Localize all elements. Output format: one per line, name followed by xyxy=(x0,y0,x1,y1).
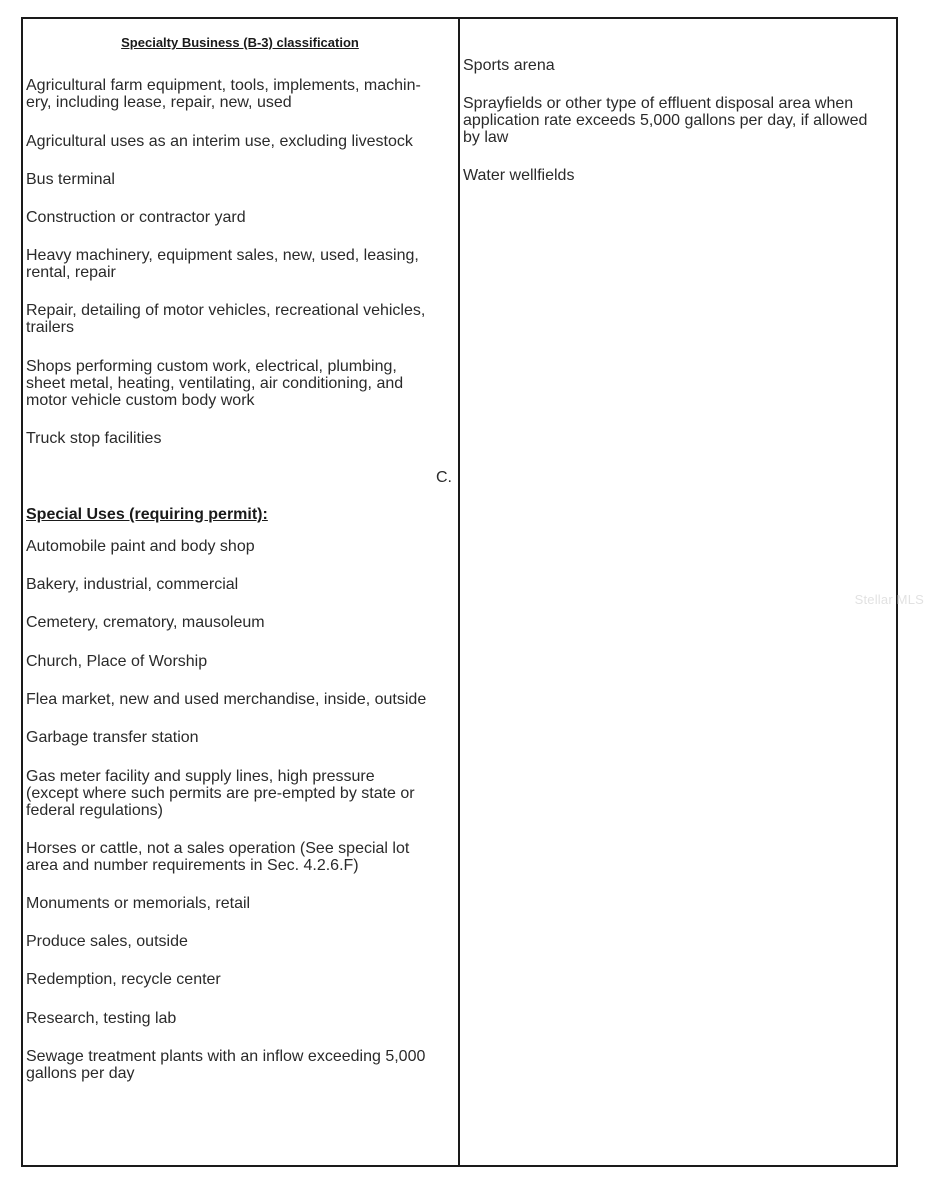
b3-use-item: Bus terminal xyxy=(26,171,115,188)
special-use-item: Sewage treatment plants with an inflow exceeding 5,000 gallons per day xyxy=(26,1048,426,1082)
special-use-item: Bakery, industrial, commercial xyxy=(26,576,239,593)
b3-use-item: Agricultural farm equipment, tools, implements, machin- ery, including lease, repair, new, used xyxy=(26,77,421,111)
right-use-item: Sprayfields or other type of effluent disposal area when application rate exceeds 5,000 gallons per day, if allowed by law xyxy=(463,95,868,146)
column-divider xyxy=(458,19,460,1165)
special-use-item: Produce sales, outside xyxy=(26,933,188,950)
special-use-item: Research, testing lab xyxy=(26,1010,177,1027)
b3-use-item: Agricultural uses as an interim use, excluding livestock xyxy=(26,133,413,150)
special-use-item: Horses or cattle, not a sales operation (See special lot area and number requirements in Sec. 4.2.6.F) xyxy=(26,840,410,874)
right-use-item: Sports arena xyxy=(463,57,555,74)
special-use-item: Cemetery, crematory, mausoleum xyxy=(26,614,265,631)
b3-use-item: Truck stop facilities xyxy=(26,430,162,447)
special-use-item: Gas meter facility and supply lines, high pressure (except where such permits are pre-empted by state or federal regulations) xyxy=(26,768,415,819)
right-use-item: Water wellfields xyxy=(463,167,575,184)
special-use-item: Automobile paint and body shop xyxy=(26,538,255,555)
b3-use-item: Shops performing custom work, electrical, plumbing, sheet metal, heating, ventilating, air conditioning, and motor vehicle custom body work xyxy=(26,358,404,409)
section-title: Specialty Business (B-3) classification xyxy=(121,35,359,50)
special-use-item: Redemption, recycle center xyxy=(26,971,221,988)
b3-use-item: Heavy machinery, equipment sales, new, used, leasing, rental, repair xyxy=(26,247,419,281)
special-use-item: Garbage transfer station xyxy=(26,729,199,746)
b3-use-item: Construction or contractor yard xyxy=(26,209,246,226)
right-column xyxy=(463,19,890,1165)
subsection-marker: C. xyxy=(436,469,452,486)
watermark: Stellar MLS xyxy=(854,592,924,607)
left-column xyxy=(26,19,454,1165)
special-use-item: Church, Place of Worship xyxy=(26,653,208,670)
special-use-item: Flea market, new and used merchandise, inside, outside xyxy=(26,691,427,708)
special-uses-heading: Special Uses (requiring permit): xyxy=(26,506,268,523)
zoning-use-table xyxy=(21,17,898,1167)
b3-use-item: Repair, detailing of motor vehicles, recreational vehicles, trailers xyxy=(26,302,426,336)
special-use-item: Monuments or memorials, retail xyxy=(26,895,251,912)
